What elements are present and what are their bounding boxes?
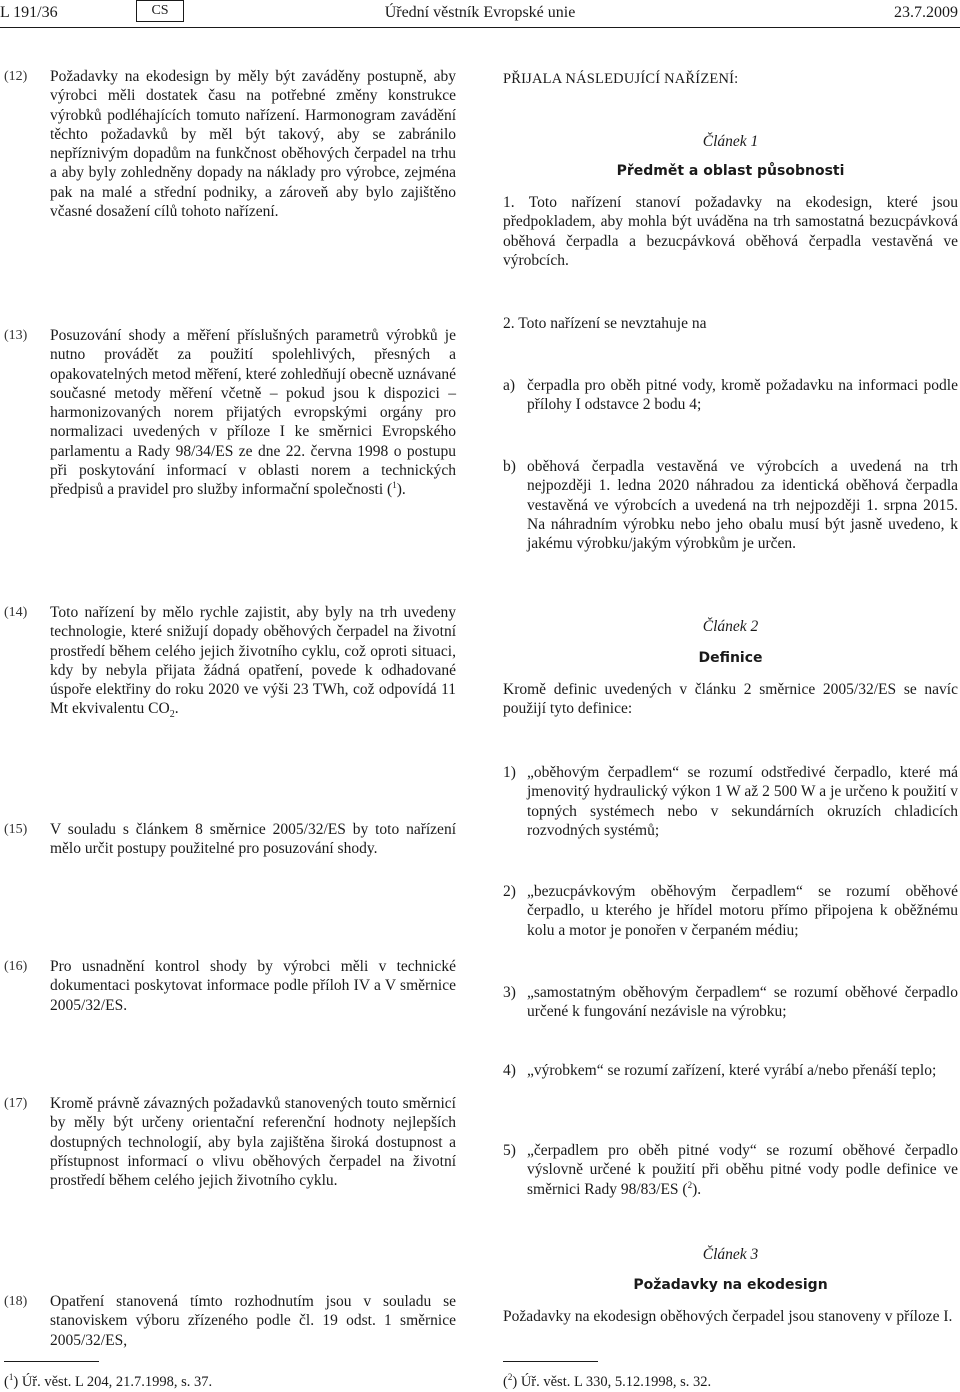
item-text: „čerpadlem pro oběh pitné vody“ se rozumí oběhové čerpadlo výslovně určené k použití při oběhu pitné vody podle definice ve směrnici Rady 98/83/ES ($^2$).	[527, 1142, 958, 1198]
recital-number: (18)	[4, 1294, 28, 1309]
recital-15	[0, 820, 470, 859]
recital-text: Toto nařízení by mělo rychle zajistit, aby byly na trh uvedeny technologie, které snižují dopady oběhových čerpadel na životní prostředí během celého jejich životního cyklu, což oproti situaci, kdy by nebyla přijata žádná opatření, povede k odhadované úspoře elektřiny do roku 2020 ve výši 23 TWh, což odpovídá 11 Mt ekvivalentu $CO_2$.	[50, 604, 456, 721]
publication-date: 23.7.2009	[894, 4, 958, 21]
recital-number: (14)	[4, 605, 28, 620]
recital-number: (17)	[4, 1096, 28, 1111]
definition-3	[503, 983, 958, 1022]
recital-17	[0, 1094, 470, 1190]
footnote-divider	[503, 1361, 598, 1362]
recital-number: (13)	[4, 328, 28, 343]
article-3-text: Požadavky na ekodesign oběhových čerpadel jsou stanoveny v příloze I.	[503, 1308, 953, 1325]
adopted-heading: PŘIJALA NÁSLEDUJÍCÍ NAŘÍZENÍ:	[503, 71, 739, 87]
footnote-1: ($^1$) Úř. věst. L 204, 21.7.1998, s. 37.	[4, 1372, 213, 1390]
recital-14	[0, 603, 470, 719]
recital-text: Kromě právně závazných požadavků stanovených touto směrnicí by měly být určeny orientační referenční hodnoty nejlepších dostupných technologií, aby byla zajištěna široká dostupnost a přístupnost informací o vlivu oběhových čerpadel na životní prostředí během celého jejich životního cyklu.	[50, 1095, 456, 1190]
item-label: 4)	[503, 1062, 516, 1079]
item-label: 5)	[503, 1142, 516, 1159]
subscript: 2	[169, 709, 175, 721]
recital-text: Posuzování shody a měření příslušných parametrů výrobků je nutno provádět za použití spolehlivých, přesných a opakovatelných metod měření, které zohledňují obecně uznávané současné metody měření včetně – pokud jsou k dispozici – harmonizovaných norem přijatých evropskými orgány pro normalizaci uvedených v příloze I ke směrnici Evropského parlamentu a Rady 98/34/ES ze dne 22. června 1998 o postupu při poskytování informací v oblasti norem a technických předpisů a pravidel pro služby informační společnosti ($^1$).	[50, 327, 456, 499]
language-badge: CS	[136, 0, 184, 22]
footnote-ref: 2	[687, 1179, 693, 1190]
article-1-paragraph-1: 1. Toto nařízení stanoví požadavky na ekodesign, které jsou předpokladem, aby mohla být uváděna na trh samostatná bezucpávková oběhová čerpadla a bezucpávková oběhová čerpadla vestavěná ve výrobcích.	[503, 194, 958, 269]
definition-1	[503, 763, 958, 840]
recital-18	[0, 1292, 470, 1350]
recital-12	[0, 67, 470, 221]
item-text: „samostatným oběhovým čerpadlem“ se rozumí oběhové čerpadlo určené k fungování nezávisle na výrobku;	[527, 984, 958, 1021]
item-text: oběhová čerpadla vestavěná ve výrobcích a uvedená na trh nejpozději 1. ledna 2020 náhradou za identická oběhová čerpadla vestavěná ve výrobcích a uvedená na trh nejpozději 1. srpna 2015. Na náhradním výrobku nebo jeho obalu musí být jasně uvedeno, k jakému výrobku/jakým výrobkům je určen.	[527, 458, 958, 553]
definition-4	[503, 1061, 958, 1080]
recital-text: Požadavky na ekodesign by měly být zaváděny postupně, aby výrobci měli dostatek času na potřebné změny konstrukce výrobků podléhajících tomuto nařízení. Harmonogram zavádění těchto požadavků by měl být takový, aby se zabránilo nepříznivým dopadům na funkčnost oběhových čerpadel na trhu a aby byly zohledněny dopady na náklady pro výrobce, zejména pak na malé a střední podniky, a zároveň aby bylo zajištěno včasné dosažení cílů tohoto nařízení.	[50, 68, 456, 221]
recital-16	[0, 957, 470, 1015]
article-1-item-b	[503, 457, 958, 553]
recital-number: (16)	[4, 959, 28, 974]
recital-13	[0, 326, 470, 500]
footnote-2: ($^2$) Úř. věst. L 330, 5.12.1998, s. 32.	[503, 1372, 712, 1390]
definition-5	[503, 1141, 958, 1199]
article-1-title: Předmět a oblast působnosti	[616, 163, 845, 179]
article-1-item-a	[503, 376, 958, 415]
recital-number: (12)	[4, 69, 28, 84]
header-divider	[0, 27, 960, 28]
item-label: 2)	[503, 883, 516, 900]
article-1-label: Článek 1	[702, 133, 759, 150]
journal-title: Úřední věstník Evropské unie	[384, 4, 576, 21]
footnote-divider	[4, 1361, 99, 1362]
recital-text: Opatření stanovená tímto rozhodnutím jsou v souladu se stanoviskem výboru zřízeného podle čl. 19 odst. 1 směrnice 2005/32/ES,	[50, 1293, 456, 1349]
article-2-intro: Kromě definic uvedených v článku 2 směrnice 2005/32/ES se navíc použijí tyto definice:	[503, 681, 958, 718]
item-label: 1)	[503, 764, 516, 781]
article-2-label: Článek 2	[702, 618, 759, 635]
item-label: a)	[503, 377, 516, 394]
article-3-label: Článek 3	[702, 1246, 759, 1263]
recital-text: Pro usnadnění kontrol shody by výrobci měli v technické dokumentaci poskytovat informace podle příloh IV a V směrnice 2005/32/ES.	[50, 958, 456, 1014]
item-text: „bezucpávkovým oběhovým čerpadlem“ se rozumí oběhové čerpadlo, u kterého je hřídel motoru přímo připojena k oběžnému kolu a motor je ponořen v čerpaném médiu;	[527, 883, 958, 939]
article-1-paragraph-2: 2. Toto nařízení se nevztahuje na	[503, 315, 707, 332]
page-reference: L 191/36	[0, 4, 58, 21]
recital-text: V souladu s článkem 8 směrnice 2005/32/ES by toto nařízení mělo určit postupy použitelné pro posuzování shody.	[50, 821, 456, 858]
item-text: „oběhovým čerpadlem“ se rozumí odstředivé čerpadlo, které má jmenovitý hydraulický výkon 1 W až 2 500 W a je určeno k použití v topných systémech nebo v sekundárních okruzích chladicích rozvodných systémů;	[527, 764, 958, 839]
article-3-title: Požadavky na ekodesign	[633, 1277, 828, 1293]
recital-number: (15)	[4, 822, 28, 837]
item-label: b)	[503, 458, 516, 475]
definition-2	[503, 882, 958, 940]
article-2-title: Definice	[698, 650, 763, 666]
footnote-ref: 1	[392, 480, 397, 491]
item-label: 3)	[503, 984, 516, 1001]
item-text: „výrobkem“ se rozumí zařízení, které vyrábí a/nebo přenáší teplo;	[527, 1062, 937, 1079]
item-text: čerpadla pro oběh pitné vody, kromě požadavku na informaci podle přílohy I odstavce 2 bodu 4;	[527, 377, 958, 414]
